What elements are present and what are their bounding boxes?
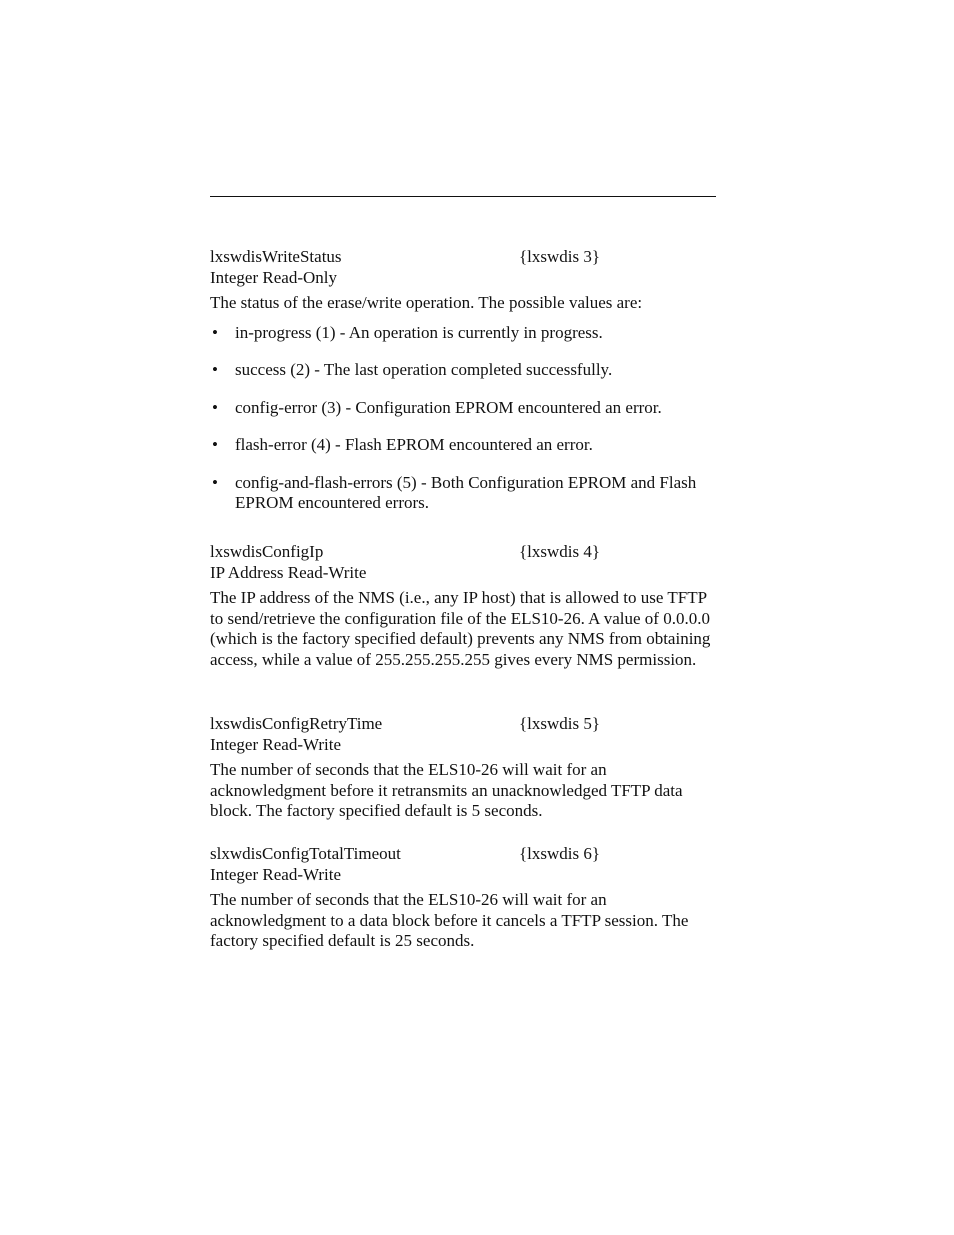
bullet-icon: • bbox=[212, 360, 218, 379]
object-description: The status of the erase/write operation. The possible values are: bbox=[210, 293, 643, 312]
mib-entry-config-retry-time bbox=[210, 714, 716, 822]
list-item: • config-error (3) - Configuration EPROM encountered an error. bbox=[212, 397, 662, 417]
object-type: Integer Read-Write bbox=[210, 864, 341, 884]
bullet-icon: • bbox=[212, 472, 218, 492]
object-type: IP Address Read-Write bbox=[210, 562, 367, 582]
object-name: lxswdisWriteStatus bbox=[210, 247, 342, 266]
mib-entry-config-ip bbox=[210, 542, 716, 670]
list-item: • flash-error (4) - Flash EPROM encountered an error. bbox=[212, 435, 593, 454]
object-name: slxwdisConfigTotalTimeout bbox=[210, 844, 401, 863]
bullet-icon: • bbox=[212, 322, 218, 342]
object-oid: {lxswdis 6} bbox=[519, 844, 601, 863]
object-type: Integer Read-Write bbox=[210, 734, 341, 754]
list-item: • in-progress (1) - An operation is currently in progress. bbox=[212, 322, 603, 342]
object-type: Integer Read-Only bbox=[210, 267, 337, 287]
mib-entry-write-status bbox=[210, 247, 716, 531]
object-description: The number of seconds that the ELS10-26 will wait for an acknowledgment to a data block before it cancels a TFTP session. The factory specified default is 25 seconds. bbox=[210, 890, 689, 950]
object-description: The number of seconds that the ELS10-26 will wait for an acknowledgment before it retransmits an unacknowledged TFTP data block. The factory specified default is 5 seconds. bbox=[210, 760, 683, 820]
header-rule bbox=[210, 196, 716, 197]
object-oid: {lxswdis 5} bbox=[519, 714, 601, 733]
bullet-icon: • bbox=[212, 397, 218, 417]
object-oid: {lxswdis 3} bbox=[519, 247, 601, 266]
list-item: • success (2) - The last operation completed successfully. bbox=[212, 360, 613, 379]
entry-heading bbox=[210, 247, 716, 268]
object-oid: {lxswdis 4} bbox=[519, 542, 601, 561]
entry-heading bbox=[210, 714, 716, 735]
mib-entry-config-total-timeout bbox=[210, 844, 716, 952]
object-description: The IP address of the NMS (i.e., any IP host) that is allowed to use TFTP to send/retrieve the configuration file of the ELS10-26. A value of 0.0.0.0 (which is the factory specified default) prevents any NMS from obtaining access, while a value of 255.255.255.255 gives every NMS permission. bbox=[210, 588, 711, 669]
list-item: • config-and-flash-errors (5) - Both Configuration EPROM and Flash EPROM encountered errors. bbox=[212, 472, 697, 512]
object-name: lxswdisConfigIp bbox=[210, 542, 324, 561]
entry-heading bbox=[210, 542, 716, 563]
entry-heading bbox=[210, 844, 716, 865]
value-list bbox=[210, 323, 716, 514]
object-name: lxswdisConfigRetryTime bbox=[210, 714, 383, 733]
bullet-icon: • bbox=[212, 435, 218, 454]
